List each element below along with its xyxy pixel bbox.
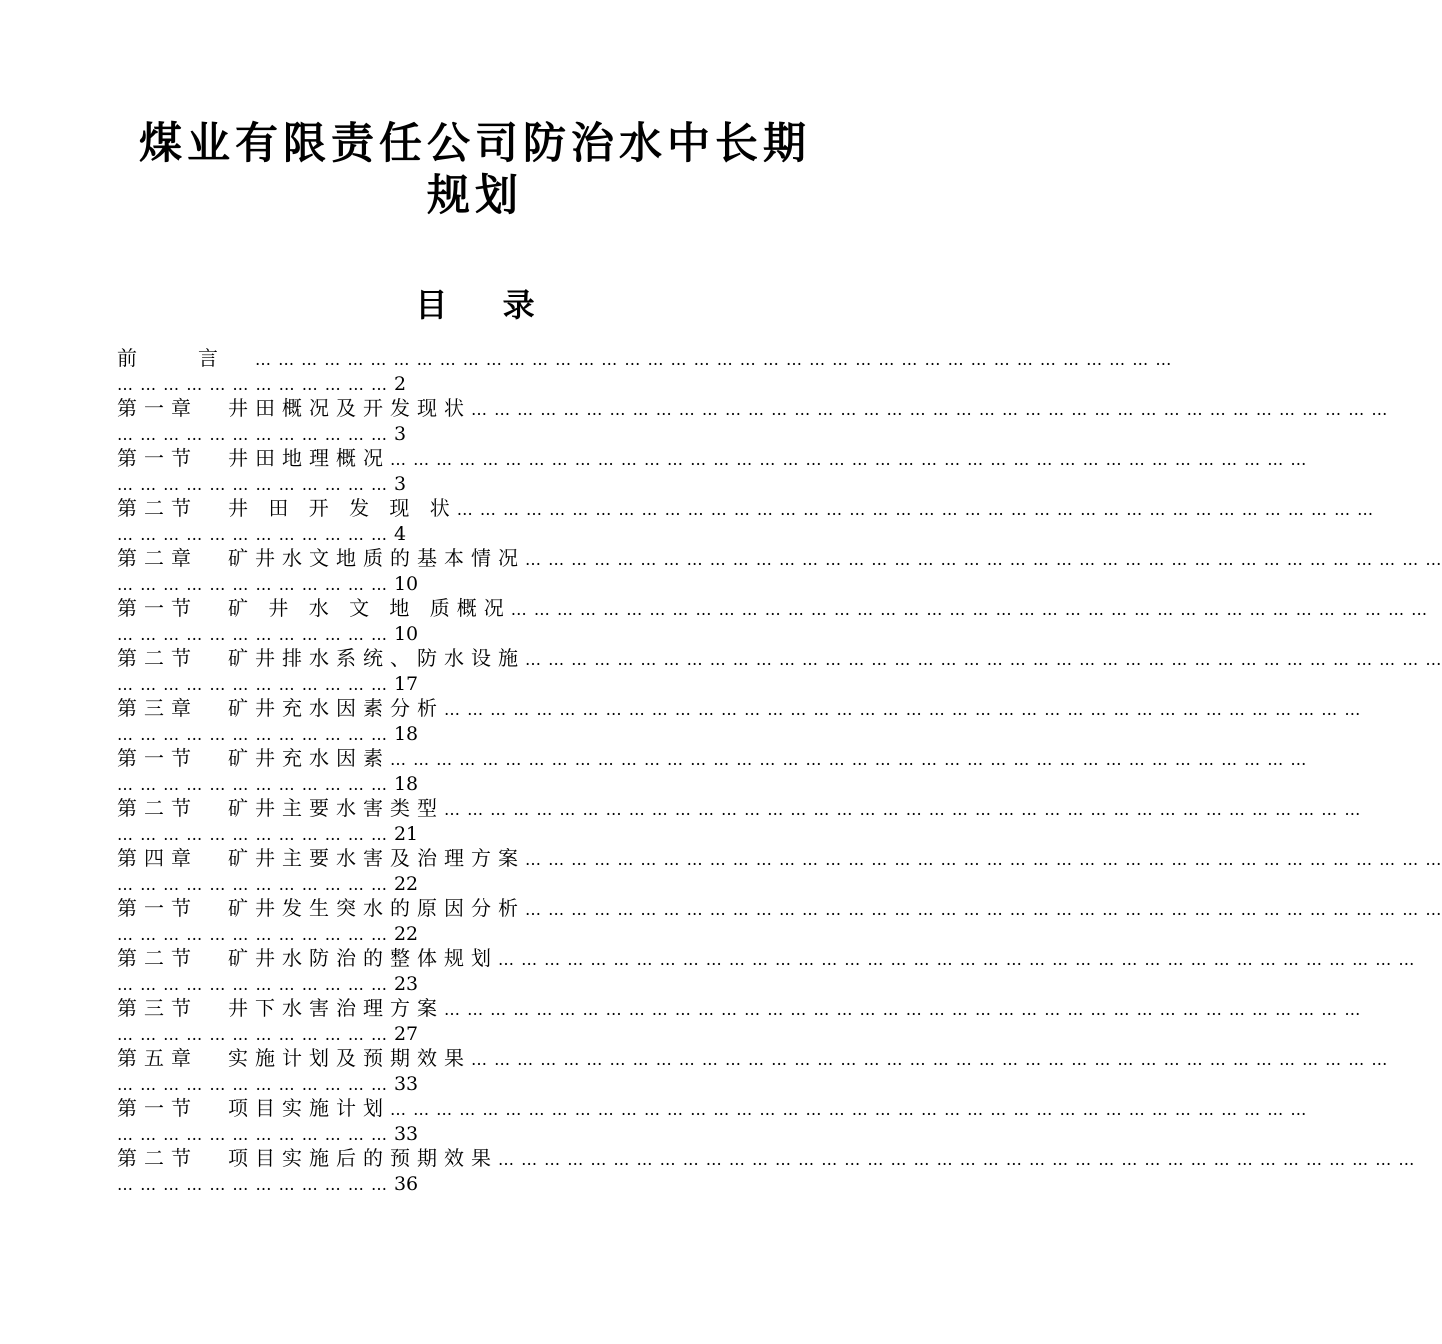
toc-entry-title: 矿井水文地质的基本情况 [228, 546, 525, 570]
toc-entry-line [117, 696, 1362, 721]
toc-entry-page-number: 23 [393, 973, 419, 995]
toc-entry-page-number: 33 [393, 1123, 419, 1145]
dot-leader: … … … … … … … … … … … … … … … … … … … … … … … … … … … … … … … … … … … … … … … … [444, 700, 1362, 719]
toc-entry-label: 第二节 [117, 496, 198, 520]
dot-leader: … … … … … … … … … … … … … … … … … … … … … … … … … … … … … … … … … … … … … … … … [390, 1100, 1308, 1119]
dot-leader: … … … … … … … … … … … … [117, 825, 388, 844]
toc-entry[interactable] [117, 796, 1362, 846]
toc-entry-line [117, 496, 1375, 521]
toc-entry-label: 第一节 [117, 746, 198, 770]
toc-entry[interactable] [117, 1096, 1308, 1146]
toc-entry[interactable] [117, 946, 1416, 996]
toc-entry-title: 矿井主要水害及治理方案 [228, 846, 525, 870]
toc-entry[interactable] [117, 346, 1173, 396]
dot-leader: … … … … … … … … … … … … [117, 525, 388, 544]
toc-entry-line [117, 721, 829, 746]
dot-leader: … … … … … … … … … … … … [117, 875, 388, 894]
toc-entry-line [117, 1071, 829, 1096]
toc-entry-line [117, 471, 829, 496]
toc-entry-page-number: 27 [393, 1023, 419, 1045]
toc-entry[interactable] [117, 1146, 1416, 1196]
toc-entry-line [117, 621, 829, 646]
document-title-line-2: 规划 [427, 171, 523, 221]
toc-entry-line [117, 996, 1362, 1021]
toc-entry-line [117, 946, 1416, 971]
toc-entry-line [117, 821, 829, 846]
toc-entry-line [117, 371, 829, 396]
toc-entry-label: 第三章 [117, 696, 198, 720]
toc-entry-page-number: 10 [393, 573, 419, 595]
toc-entry-title: 矿 井 水 文 地 质概况 [228, 596, 511, 620]
toc-entry[interactable] [117, 596, 1429, 646]
dot-leader: … … … … … … … … … … … … [117, 625, 388, 644]
toc-entry-page-number: 22 [393, 923, 419, 945]
toc-entry-label: 第二节 [117, 646, 198, 670]
dot-leader: … … … … … … … … … … … … … … … … … … … … … … … … … … … … … … … … … … … … … … … … [471, 400, 1389, 419]
toc-entry-line [117, 746, 1308, 771]
dot-leader: … … … … … … … … … … … … [117, 925, 388, 944]
toc-entry[interactable] [117, 1046, 1389, 1096]
dot-leader: … … … … … … … … … … … … … … … … … … … … … … … … … … … … … … … … … … … … … … … … [255, 350, 1173, 369]
dot-leader: … … … … … … … … … … … … [117, 675, 388, 694]
toc-entry-page-number: 3 [393, 423, 407, 445]
dot-leader: … … … … … … … … … … … … [117, 1025, 388, 1044]
toc-entry[interactable] [117, 846, 1442, 896]
dot-leader: … … … … … … … … … … … … … … … … … … … … … … … … … … … … … … … … … … … … … … … … [525, 550, 1442, 569]
toc-entry-line [117, 1046, 1389, 1071]
toc-entry-label: 第一节 [117, 1096, 198, 1120]
toc-entry-label: 第一章 [117, 396, 198, 420]
dot-leader: … … … … … … … … … … … … … … … … … … … … … … … … … … … … … … … … … … … … … … … … [525, 850, 1442, 869]
dot-leader: … … … … … … … … … … … … … … … … … … … … … … … … … … … … … … … … … … … … … … … … [525, 900, 1442, 919]
toc-entry-line [117, 1146, 1416, 1171]
toc-entry-label: 第一节 [117, 446, 198, 470]
toc-entry-line [117, 596, 1429, 621]
toc-entry-title: 项目实施后的预期效果 [228, 1146, 498, 1170]
dot-leader: … … … … … … … … … … … … … … … … … … … … … … … … … … … … … … … … … … … … … … … … [444, 800, 1362, 819]
toc-entry-line [117, 796, 1362, 821]
toc-entry-page-number: 22 [393, 873, 419, 895]
dot-leader: … … … … … … … … … … … … … … … … … … … … … … … … … … … … … … … … … … … … … … … … [498, 1150, 1416, 1169]
toc-entry[interactable] [117, 546, 1442, 596]
toc-entry-line [117, 446, 1308, 471]
toc-entry-line [117, 671, 829, 696]
dot-leader: … … … … … … … … … … … … … … … … … … … … … … … … … … … … … … … … … … … … … … … … [390, 750, 1308, 769]
dot-leader: … … … … … … … … … … … … [117, 475, 388, 494]
toc-entry-label: 第二节 [117, 946, 198, 970]
toc-entry-page-number: 2 [393, 373, 407, 395]
toc-entry-page-number: 17 [393, 673, 419, 695]
toc-entry-title: 矿井发生突水的原因分析 [228, 896, 525, 920]
dot-leader: … … … … … … … … … … … … … … … … … … … … … … … … … … … … … … … … … … … … … … … … [510, 600, 1429, 619]
toc-entry-page-number: 18 [393, 773, 419, 795]
toc-entry-line [117, 346, 1173, 371]
toc-entry[interactable] [117, 696, 1362, 746]
toc-entry-label: 第二章 [117, 546, 198, 570]
dot-leader: … … … … … … … … … … … … [117, 425, 388, 444]
dot-leader: … … … … … … … … … … … … [117, 1125, 388, 1144]
toc-entry-label: 第一节 [117, 896, 198, 920]
toc-entry-page-number: 33 [393, 1073, 419, 1095]
toc-entry-title: 矿井充水因素分析 [228, 696, 444, 720]
toc-entry-line [117, 646, 1442, 671]
toc-entry-page-number: 36 [393, 1173, 419, 1195]
toc-entry-label: 前 言 [117, 346, 225, 370]
toc-entry-title: 井 田 开 发 现 状 [228, 496, 457, 520]
toc-entry-line [117, 771, 829, 796]
toc-entry-line [117, 896, 1442, 921]
toc-entry-line [117, 571, 829, 596]
toc-entry-title: 井田地理概况 [228, 446, 390, 470]
toc-entry-label: 第三节 [117, 996, 198, 1020]
document-title-line-1: 煤业有限责任公司防治水中长期 [139, 119, 811, 169]
toc-entry[interactable] [117, 996, 1362, 1046]
dot-leader: … … … … … … … … … … … … [117, 575, 388, 594]
toc-entry-label: 第二节 [117, 1146, 198, 1170]
toc-entry-label: 第四章 [117, 846, 198, 870]
table-of-contents [117, 346, 1442, 1196]
dot-leader: … … … … … … … … … … … … … … … … … … … … … … … … … … … … … … … … … … … … … … … … [390, 450, 1308, 469]
toc-entry-line [117, 1021, 829, 1046]
dot-leader: … … … … … … … … … … … … [117, 375, 388, 394]
toc-entry-line [117, 396, 1389, 421]
toc-heading: 目 录 [415, 286, 535, 324]
dot-leader: … … … … … … … … … … … … [117, 775, 388, 794]
toc-entry-page-number: 21 [393, 823, 419, 845]
toc-entry-page-number: 3 [393, 473, 407, 495]
toc-entry-line [117, 1121, 829, 1146]
toc-entry[interactable] [117, 646, 1442, 696]
dot-leader: … … … … … … … … … … … … … … … … … … … … … … … … … … … … … … … … … … … … … … … … [498, 950, 1416, 969]
toc-entry-line [117, 846, 1442, 871]
toc-entry-title: 井田概况及开发现状 [228, 396, 471, 420]
toc-entry-line [117, 421, 829, 446]
toc-entry-line [117, 1096, 1308, 1121]
toc-entry-title: 矿井水防治的整体规划 [228, 946, 498, 970]
toc-entry-label: 第二节 [117, 796, 198, 820]
toc-entry-line [117, 971, 829, 996]
dot-leader: … … … … … … … … … … … … … … … … … … … … … … … … … … … … … … … … … … … … … … … … [525, 650, 1442, 669]
toc-entry-title: 井下水害治理方案 [228, 996, 444, 1020]
toc-entry-label: 第一节 [117, 596, 198, 620]
toc-entry[interactable] [117, 396, 1389, 446]
toc-entry[interactable] [117, 746, 1308, 796]
toc-entry-title: 矿井充水因素 [228, 746, 390, 770]
toc-entry-label: 第五章 [117, 1046, 198, 1070]
toc-entry-line [117, 546, 1442, 571]
toc-entry[interactable] [117, 496, 1375, 546]
dot-leader: … … … … … … … … … … … … [117, 725, 388, 744]
toc-entry-line [117, 871, 829, 896]
dot-leader: … … … … … … … … … … … … … … … … … … … … … … … … … … … … … … … … … … … … … … … … [444, 1000, 1362, 1019]
toc-entry-line [117, 521, 829, 546]
toc-entry-title: 矿井排水系统、防水设施 [228, 646, 525, 670]
toc-entry-title: 实施计划及预期效果 [228, 1046, 471, 1070]
toc-entry-title: 项目实施计划 [228, 1096, 390, 1120]
toc-entry-page-number: 4 [393, 523, 407, 545]
toc-entry-page-number: 10 [393, 623, 419, 645]
dot-leader: … … … … … … … … … … … … [117, 975, 388, 994]
toc-entry-line [117, 1171, 829, 1196]
dot-leader: … … … … … … … … … … … … [117, 1075, 388, 1094]
document-title [0, 118, 950, 222]
toc-entry-page-number: 18 [393, 723, 419, 745]
dot-leader: … … … … … … … … … … … … … … … … … … … … … … … … … … … … … … … … … … … … … … … … [456, 500, 1375, 519]
toc-entry[interactable] [117, 896, 1442, 946]
toc-entry-line [117, 921, 829, 946]
toc-entry-title: 矿井主要水害类型 [228, 796, 444, 820]
dot-leader: … … … … … … … … … … … … [117, 1175, 388, 1194]
toc-entry[interactable] [117, 446, 1308, 496]
dot-leader: … … … … … … … … … … … … … … … … … … … … … … … … … … … … … … … … … … … … … … … … [471, 1050, 1389, 1069]
